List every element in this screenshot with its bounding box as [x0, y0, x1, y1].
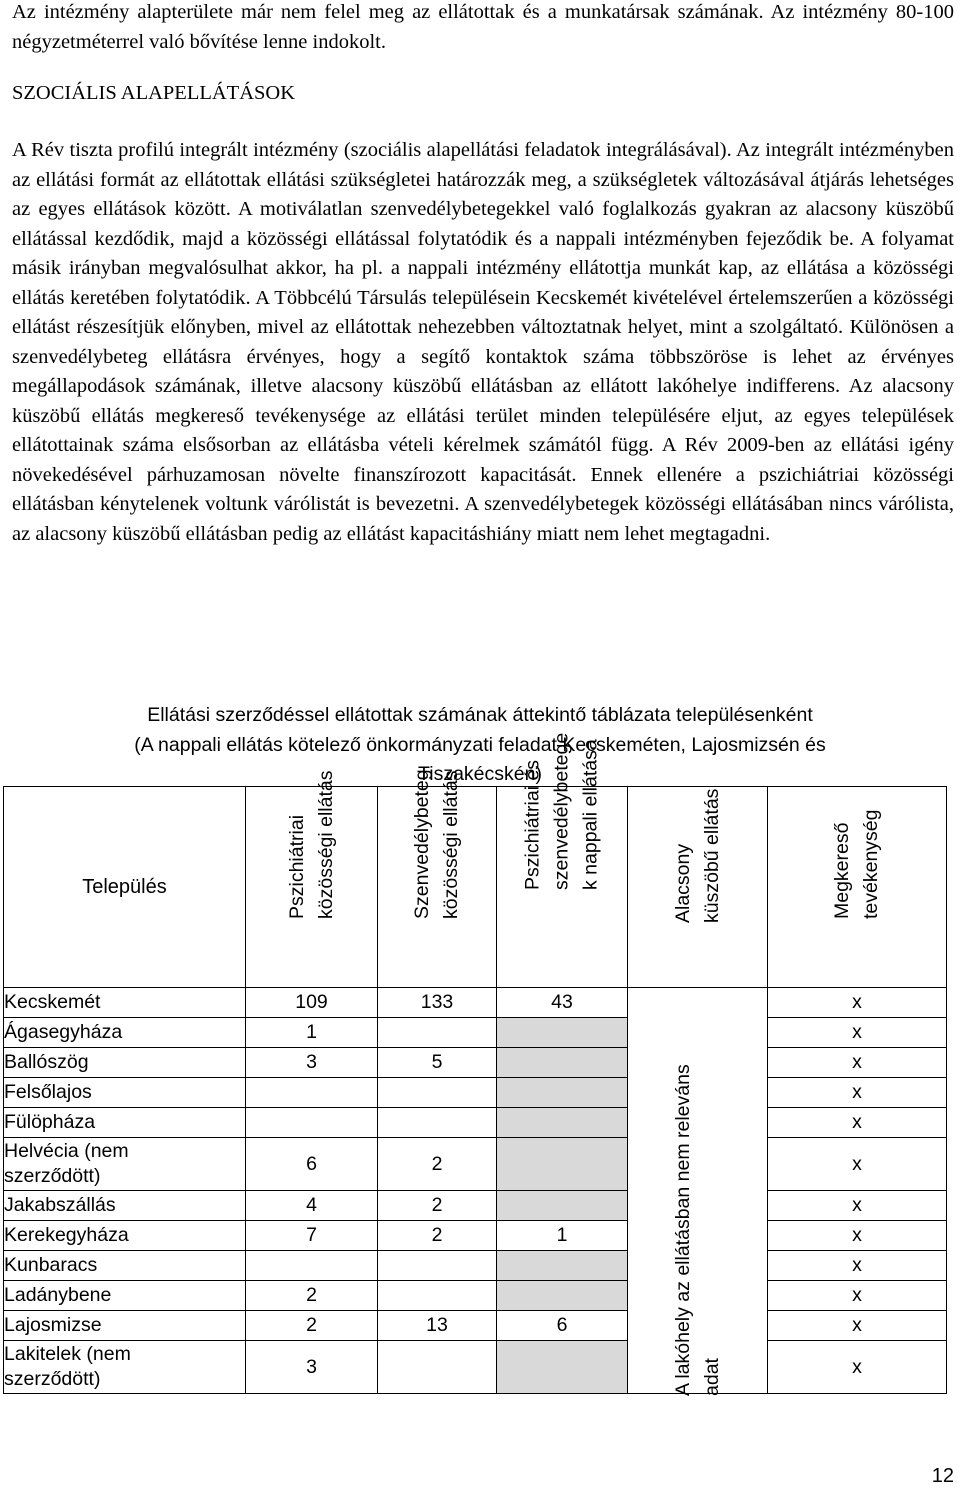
cell-day-care: 6: [497, 1311, 628, 1341]
header-psych-community: [246, 770, 378, 988]
cell-addict: 5: [378, 1048, 497, 1078]
page-number: 12: [931, 1465, 954, 1487]
cell-addict: [378, 1108, 497, 1138]
cell-addict: [378, 1341, 497, 1394]
table-caption-line: Tiszakécskén): [418, 763, 542, 785]
table-row: [4, 1251, 947, 1281]
table-row: [4, 1138, 947, 1191]
cell-outreach: x: [768, 1108, 947, 1138]
cell-addict: 2: [378, 1221, 497, 1251]
header-settlement: Település: [4, 787, 246, 988]
cell-day-care: [497, 1281, 628, 1311]
cell-day-care: [497, 1048, 628, 1078]
cell-day-care: [497, 1341, 628, 1394]
cell-outreach: x: [768, 1078, 947, 1108]
table-row: [4, 1018, 947, 1048]
table-row: [4, 1078, 947, 1108]
cell-settlement: Felsőlajos: [4, 1078, 246, 1108]
cell-outreach: x: [768, 988, 947, 1018]
cell-psych: [246, 1078, 378, 1108]
table-row: [4, 1048, 947, 1078]
table-caption-line: (A nappali ellátás kötelező önkormányzati feladat Kecskeméten, Lajosmizsén és: [134, 733, 826, 756]
header-low-threshold: [628, 787, 768, 988]
cell-outreach: x: [768, 1341, 947, 1394]
header-addict-community: [378, 769, 497, 988]
table-caption-line: Ellátási szerződéssel ellátottak számának áttekintő táblázata településenként: [147, 704, 813, 726]
header-line: tevékenység: [860, 809, 882, 919]
settlement-name-line: Lakitelek (nem: [4, 1343, 131, 1365]
cell-outreach: x: [768, 1281, 947, 1311]
cell-day-care: 1: [497, 1221, 628, 1251]
intro-paragraph: Az intézmény alapterülete már nem felel meg az ellátottak és a munkatársak számának. Az intézmény 80-100 négyzetméterrel való bővítése lenne indokolt.: [12, 1, 954, 53]
cell-settlement: Fülöpháza: [4, 1108, 246, 1138]
table-row: [4, 1191, 947, 1221]
cell-psych: 109: [246, 988, 378, 1018]
cell-settlement: Ladánybene: [4, 1281, 246, 1311]
table-row: [4, 988, 947, 1018]
cell-addict: [378, 1078, 497, 1108]
cell-psych: [246, 1108, 378, 1138]
section-heading: SZOCIÁLIS ALAPELLÁTÁSOK: [12, 82, 296, 104]
cell-psych: 2: [246, 1311, 378, 1341]
cell-settlement: Jakabszállás: [4, 1191, 246, 1221]
header-line: Pszichiátriai és: [521, 759, 544, 890]
cell-outreach: x: [768, 1221, 947, 1251]
settlement-name-line: szerződött): [4, 1165, 101, 1187]
table-row: [4, 1311, 947, 1341]
cell-psych: [246, 1251, 378, 1281]
table-caption: [0, 701, 960, 790]
cell-settlement: [4, 1138, 246, 1191]
cell-day-care: [497, 1251, 628, 1281]
cell-settlement: Lajosmizse: [4, 1311, 246, 1341]
cell-psych: 7: [246, 1221, 378, 1251]
header-outreach: [768, 787, 947, 988]
header-line: Alacsony: [671, 843, 694, 923]
header-line: szenvedélybetege: [550, 732, 573, 890]
cell-psych: 4: [246, 1191, 378, 1221]
header-line: k nappali ellátása: [579, 739, 602, 890]
cell-addict: [378, 1281, 497, 1311]
cell-settlement: Ágasegyháza: [4, 1018, 246, 1048]
cell-psych: 1: [246, 1018, 378, 1048]
header-line: küszöbű ellátás: [700, 788, 723, 923]
cell-settlement: Kerekegyháza: [4, 1221, 246, 1251]
cell-day-care: [497, 1018, 628, 1048]
cell-outreach: x: [768, 1311, 947, 1341]
cell-psych: 6: [246, 1138, 378, 1191]
cell-addict: 133: [378, 988, 497, 1018]
cell-day-care: [497, 1191, 628, 1221]
cell-settlement: Ballószög: [4, 1048, 246, 1078]
note-line: adat: [700, 1358, 723, 1396]
cell-psych: 2: [246, 1281, 378, 1311]
cell-settlement: [4, 1341, 246, 1394]
note-line: A lakóhely az ellátásban nem releváns: [671, 1064, 694, 1396]
cell-outreach: x: [768, 1251, 947, 1281]
cell-outreach: x: [768, 1018, 947, 1048]
header-line: Pszichiátriai: [285, 814, 308, 919]
header-line: közösségi ellátás: [440, 770, 462, 919]
settlement-name-line: szerződött): [4, 1368, 101, 1390]
cell-settlement: Kecskemét: [4, 988, 246, 1018]
cell-settlement: Kunbaracs: [4, 1251, 246, 1281]
cell-addict: 2: [378, 1191, 497, 1221]
table-header-row: [4, 787, 947, 988]
table-row: [4, 1281, 947, 1311]
cell-addict: 13: [378, 1311, 497, 1341]
cell-outreach: x: [768, 1191, 947, 1221]
table-row: [4, 1108, 947, 1138]
cell-day-care: 43: [497, 988, 628, 1018]
cell-day-care: [497, 1138, 628, 1191]
cell-day-care: [497, 1078, 628, 1108]
cell-addict: [378, 1018, 497, 1048]
cell-day-care: [497, 1108, 628, 1138]
cell-outreach: x: [768, 1048, 947, 1078]
table-row: [4, 1221, 947, 1251]
cell-low-threshold-merged: [628, 988, 768, 1394]
table-row: [4, 1341, 947, 1394]
cell-psych: 3: [246, 1341, 378, 1394]
header-line: Szenvedélybeteg: [411, 769, 433, 919]
cell-addict: [378, 1251, 497, 1281]
cell-addict: 2: [378, 1138, 497, 1191]
main-paragraph: A Rév tiszta profilú integrált intézmény (szociális alapellátási feladatok integrálásával). Az integrált intézményben az ellátási formát az ellátottak ellátási szükségletei határozzák meg, a szükségletek változásával átjárás lehetséges az egyes ellátások között. A motiválatlan szenvedélybetegekkel való foglalkozás gyakran az alacsony küszöbű ellátással kezdődik, majd a közösségi ellátással folytatódik és a nappali intézményben fejeződik be. A folyamat másik irányban megvalósulhat akkor, ha pl. a nappali intézmény ellátottja munkát kap, az ellátása a közösségi ellátás keretében folytatódik. A Többcélú Társulás településein Kecskemét kivételével értelemszerűen a közösségi ellátást részesítjük előnyben, mivel az ellátottak nehezebben változtatnak helyet, mint a szolgáltató. Különösen a szenvedélybeteg ellátásra érvényes, hogy a segítő kontaktok száma többszöröse is lehet az érvényes megállapodások számának, illetve alacsony küszöbű ellátásban az ellátott lakóhelye indifferens. Az alacsony küszöbű ellátás megkereső tevékenysége az ellátási terület minden településére eljut, az egyes települések ellátottainak száma elsősorban az ellátásba vételi kérelmek számától függ. A Rév 2009-ben az ellátási igény növekedésével párhuzamosan növelte finanszírozott kapacitását. Ennek ellenére a pszichiátriai közösségi ellátásban kénytelenek voltunk várólistát is bevezetni. A szenvedélybetegek közösségi ellátásában nincs várólista, az alacsony küszöbű ellátásban pedig az ellátást kapacitáshiány miatt nem lehet megtagadni.: [12, 139, 954, 545]
cell-psych: 3: [246, 1048, 378, 1078]
settlement-name-line: Helvécia (nem: [4, 1140, 129, 1162]
header-line: Megkereső: [831, 822, 853, 919]
header-day-care: [497, 732, 628, 988]
cell-outreach: x: [768, 1138, 947, 1191]
header-line: közösségi ellátás: [314, 770, 337, 919]
